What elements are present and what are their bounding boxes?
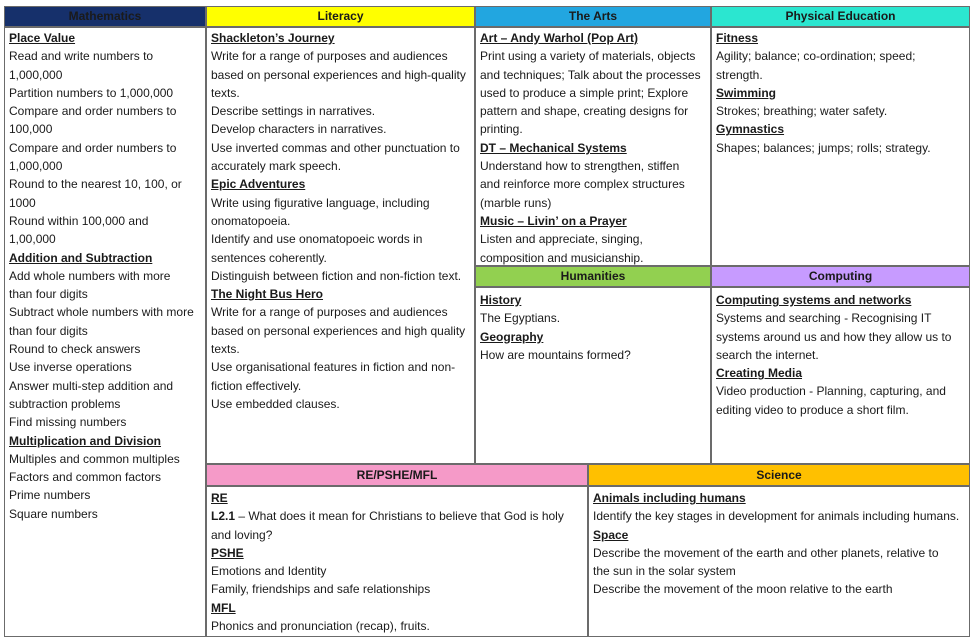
re-title: RE/PSHE/MFL [356,468,438,482]
content-line: than four digits [9,287,88,302]
content-line: Describe settings in narratives. [211,104,376,119]
content-line: Write for a range of purposes and audiences [211,49,448,64]
content-line: sentences coherently. [211,250,327,265]
content-line: composition and musicianship. [480,250,644,265]
section-heading: History [480,293,522,307]
section-heading: MFL [211,600,236,615]
section-heading: Gymnastics [716,122,785,137]
content-line: 1,000,000 [9,67,63,82]
pe-title: Physical Education [785,9,896,23]
section-heading: Geography [480,329,544,344]
arts-title: The Arts [568,9,618,23]
science-header [588,464,970,486]
content-line: texts. [211,342,240,357]
content-line: search the internet. [716,347,819,362]
content-line: Distinguish between fiction and non-fiction text. [211,268,462,283]
literacy-content [206,27,475,413]
content-line: Write for a range of purposes and audiences [211,305,448,320]
content-line: accurately mark speech. [211,159,342,174]
content-line: and techniques; Talk about the processes [480,67,701,82]
content-line: Use embedded clauses. [211,396,340,411]
computing-header [711,266,970,287]
content-line: Identify the key stages in development for animals including humans. [593,509,960,524]
content-line [211,507,583,525]
content-line: Round within 100,000 and [9,213,149,228]
content-line: How are mountains formed? [480,347,631,362]
section-heading: Multiplication and Division [9,433,162,448]
section-heading: Epic Adventures [211,177,306,192]
content-line: Systems and searching - Recognising IT [716,311,932,326]
section-heading: Art – Andy Warhol (Pop Art) [480,31,638,45]
content-line: Describe the movement of the moon relative to the earth [593,582,893,597]
content-line: 1,000,000 [9,159,63,174]
content-line: Video production - Planning, capturing, and [716,384,946,399]
content-line: and reinforce more complex structures [480,177,685,192]
humanities-header [475,266,711,287]
section-heading: Space [593,527,629,542]
content-line: Square numbers [9,506,98,521]
science-title: Science [756,468,802,482]
content-line: Print using a variety of materials, objects [480,49,696,64]
content-line: Understand how to strengthen, stiffen [480,159,680,174]
content-line: Phonics and pronunciation (recap), fruits. [211,619,430,634]
literacy-header [206,6,475,27]
content-line: Round to check answers [9,342,141,357]
section-heading: DT – Mechanical Systems [480,140,627,155]
content-line: editing video to produce a short film. [716,402,909,417]
section-heading: Shackleton’s Journey [211,31,335,45]
content-line: Agility; balance; co-ordination; speed; [716,49,916,64]
computing-title: Computing [808,269,873,283]
content-line: Factors and common factors [9,470,162,485]
content-line: Multiples and common multiples [9,451,180,466]
content-line: Develop characters in narratives. [211,122,387,137]
re-content [206,487,588,635]
content-line: and loving? [211,527,273,542]
science-content [588,487,970,599]
content-line: Find missing numbers [9,415,127,430]
content-line: Compare and order numbers to [9,104,177,119]
pe-content [711,27,970,157]
section-heading: Music – Livin’ on a Prayer [480,213,627,228]
section-heading: Animals including humans [593,491,746,505]
humanities-content [475,289,711,364]
content-line: strength. [716,67,763,82]
section-heading: Place Value [9,31,76,45]
content-line: Add whole numbers with more [9,268,171,283]
content-line: printing. [480,122,523,137]
maths-header [4,6,206,27]
content-text: – What does it mean for Christians to believe that God is holy [235,509,564,524]
content-line: Strokes; breathing; water safety. [716,104,888,119]
section-heading: Addition and Subtraction [9,250,153,265]
content-line: (marble runs) [480,195,552,210]
content-line: Prime numbers [9,488,91,503]
content-line: fiction effectively. [211,378,302,393]
content-line: 1000 [9,195,36,210]
content-line: than four digits [9,323,88,338]
maths-title: Mathematics [68,9,142,23]
content-line: Shapes; balances; jumps; rolls; strategy. [716,140,931,155]
literacy-title: Literacy [317,9,364,23]
content-line: the sun in the solar system [593,564,736,579]
content-line: Read and write numbers to [9,49,154,64]
arts-content [475,27,711,267]
content-line: Emotions and Identity [211,564,327,579]
content-line: used to produce a simple print; Explore [480,85,689,100]
pe-header [711,6,970,27]
content-line: subtraction problems [9,396,121,411]
unit-code: L2.1 [211,509,236,524]
content-line: Listen and appreciate, singing, [480,232,643,247]
content-line: 1,00,000 [9,232,56,247]
content-line: Identify and use onomatopoeic words in [211,232,423,247]
maths-content [4,27,206,523]
content-line: Family, friendships and safe relationships [211,582,431,597]
content-line: Partition numbers to 1,000,000 [9,85,174,100]
humanities-title: Humanities [560,269,626,283]
content-line: Use organisational features in fiction and non- [211,360,456,375]
section-heading: Swimming [716,85,777,100]
content-line: Round to the nearest 10, 100, or [9,177,182,192]
content-line: 100,000 [9,122,53,137]
content-line: Answer multi-step addition and [9,378,174,393]
section-heading: The Night Bus Hero [211,287,324,302]
content-line: Subtract whole numbers with more [9,305,194,320]
content-line: Compare and order numbers to [9,140,177,155]
section-heading: RE [211,491,228,505]
content-line: based on personal experiences and high-quality [211,67,466,82]
content-line: onomatopoeia. [211,213,291,228]
content-line: based on personal experiences and high quality [211,323,466,338]
content-line: The Egyptians. [480,311,561,326]
content-line: Use inverse operations [9,360,132,375]
section-heading: PSHE [211,545,244,560]
content-line: pattern and shape, creating designs for [480,104,689,119]
arts-header [475,6,711,27]
content-line: Write using figurative language, including [211,195,430,210]
content-line: Use inverted commas and other punctuation to [211,140,460,155]
section-heading: Creating Media [716,366,803,381]
content-line: Describe the movement of the earth and other planets, relative to [593,545,939,560]
section-heading: Fitness [716,31,759,45]
content-line: texts. [211,85,240,100]
re-header [206,464,588,486]
content-line: systems around us and how they allow us to [716,329,952,344]
section-heading: Computing systems and networks [716,293,912,307]
computing-content [711,289,970,419]
